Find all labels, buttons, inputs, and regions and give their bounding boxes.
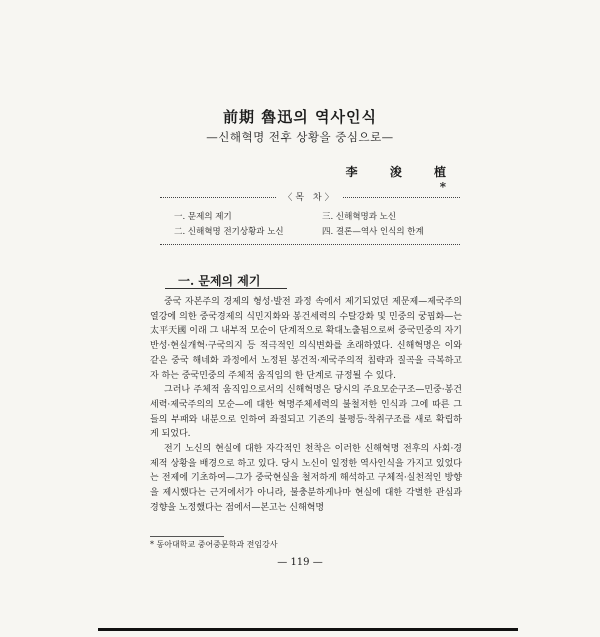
section-heading: 一. 문제의 제기 — [178, 274, 261, 288]
toc-item-4: 四. 결론—역사 인식의 한계 — [322, 227, 424, 237]
article-subtitle: —신해혁명 전후 상황을 중심으로— — [206, 130, 394, 144]
paragraph-1: 중국 자본주의 경제의 형성·발전 과정 속에서 제기되었던 제문제—제국주의 열강에 의한 중국경제의 식민지화와 봉건세력의 수탈강화 및 민중의 궁핍화—는 太平天國 이래 그 내부적 모순이 단계적으로 확대노출됨으로써 중국민중의 자기반성·현실개혁·구국의지 등 적극적인 의식변화를 초래하였다. 신해혁명은 이와같은 중국 해네화 과정에서 노정된 봉건적·제국주의적 침략과 질곡을 극복하고자 하는 중국민중의 주체적 움직임의 한 단계로 규정될 수 있다. — [150, 297, 462, 381]
toc-item-2: 二. 신해혁명 전기상황과 노신 — [174, 227, 284, 237]
scan-bottom-edge — [98, 628, 518, 631]
article-title: 前期 魯迅의 역사인식 — [223, 108, 377, 126]
toc-item-3: 三. 신해혁명과 노신 — [322, 212, 397, 222]
section-underline — [165, 288, 287, 289]
footnote-divider — [150, 536, 224, 537]
paragraph-3: 전기 노신의 현실에 대한 자각적인 천착은 이러한 신해혁명 전후의 사회·경제적 상황을 배경으로 하고 있다. 당시 노신이 일정한 역사인식을 가지고 있었다는 전제에 기초하여—그가 중국현실을 철저하게 해석하고 구체적·실천적인 방향을 제시했다는 근거에서가 아니라, 불충분하게나마 현실에 대한 각별한 관심과 경향을 노정했다는 점에서—본고는 신해혁명 — [150, 444, 462, 513]
body-text — [150, 295, 462, 516]
author-name: 李 浚 植* — [345, 165, 460, 194]
footnote: * 동아대학교 중어중문학과 전임강사 — [150, 540, 278, 549]
toc-heading: 〈목 차〉 — [277, 193, 342, 203]
table-of-contents — [160, 193, 460, 245]
paragraph-2: 그러나 주체적 움직임으로서의 신해혁명은 당시의 주요모순구조—민중·봉건세력·제국주의의 모순—에 대한 혁명주체세력의 불철저한 인식과 그에 따른 그들의 부패와 내분으로 인하여 좌절되고 기존의 불평등·착취구조를 새로 확립하게 되었다. — [150, 385, 462, 440]
page-number: — 119 — — [277, 557, 323, 568]
toc-item-1: 一. 문제의 제기 — [174, 212, 232, 222]
